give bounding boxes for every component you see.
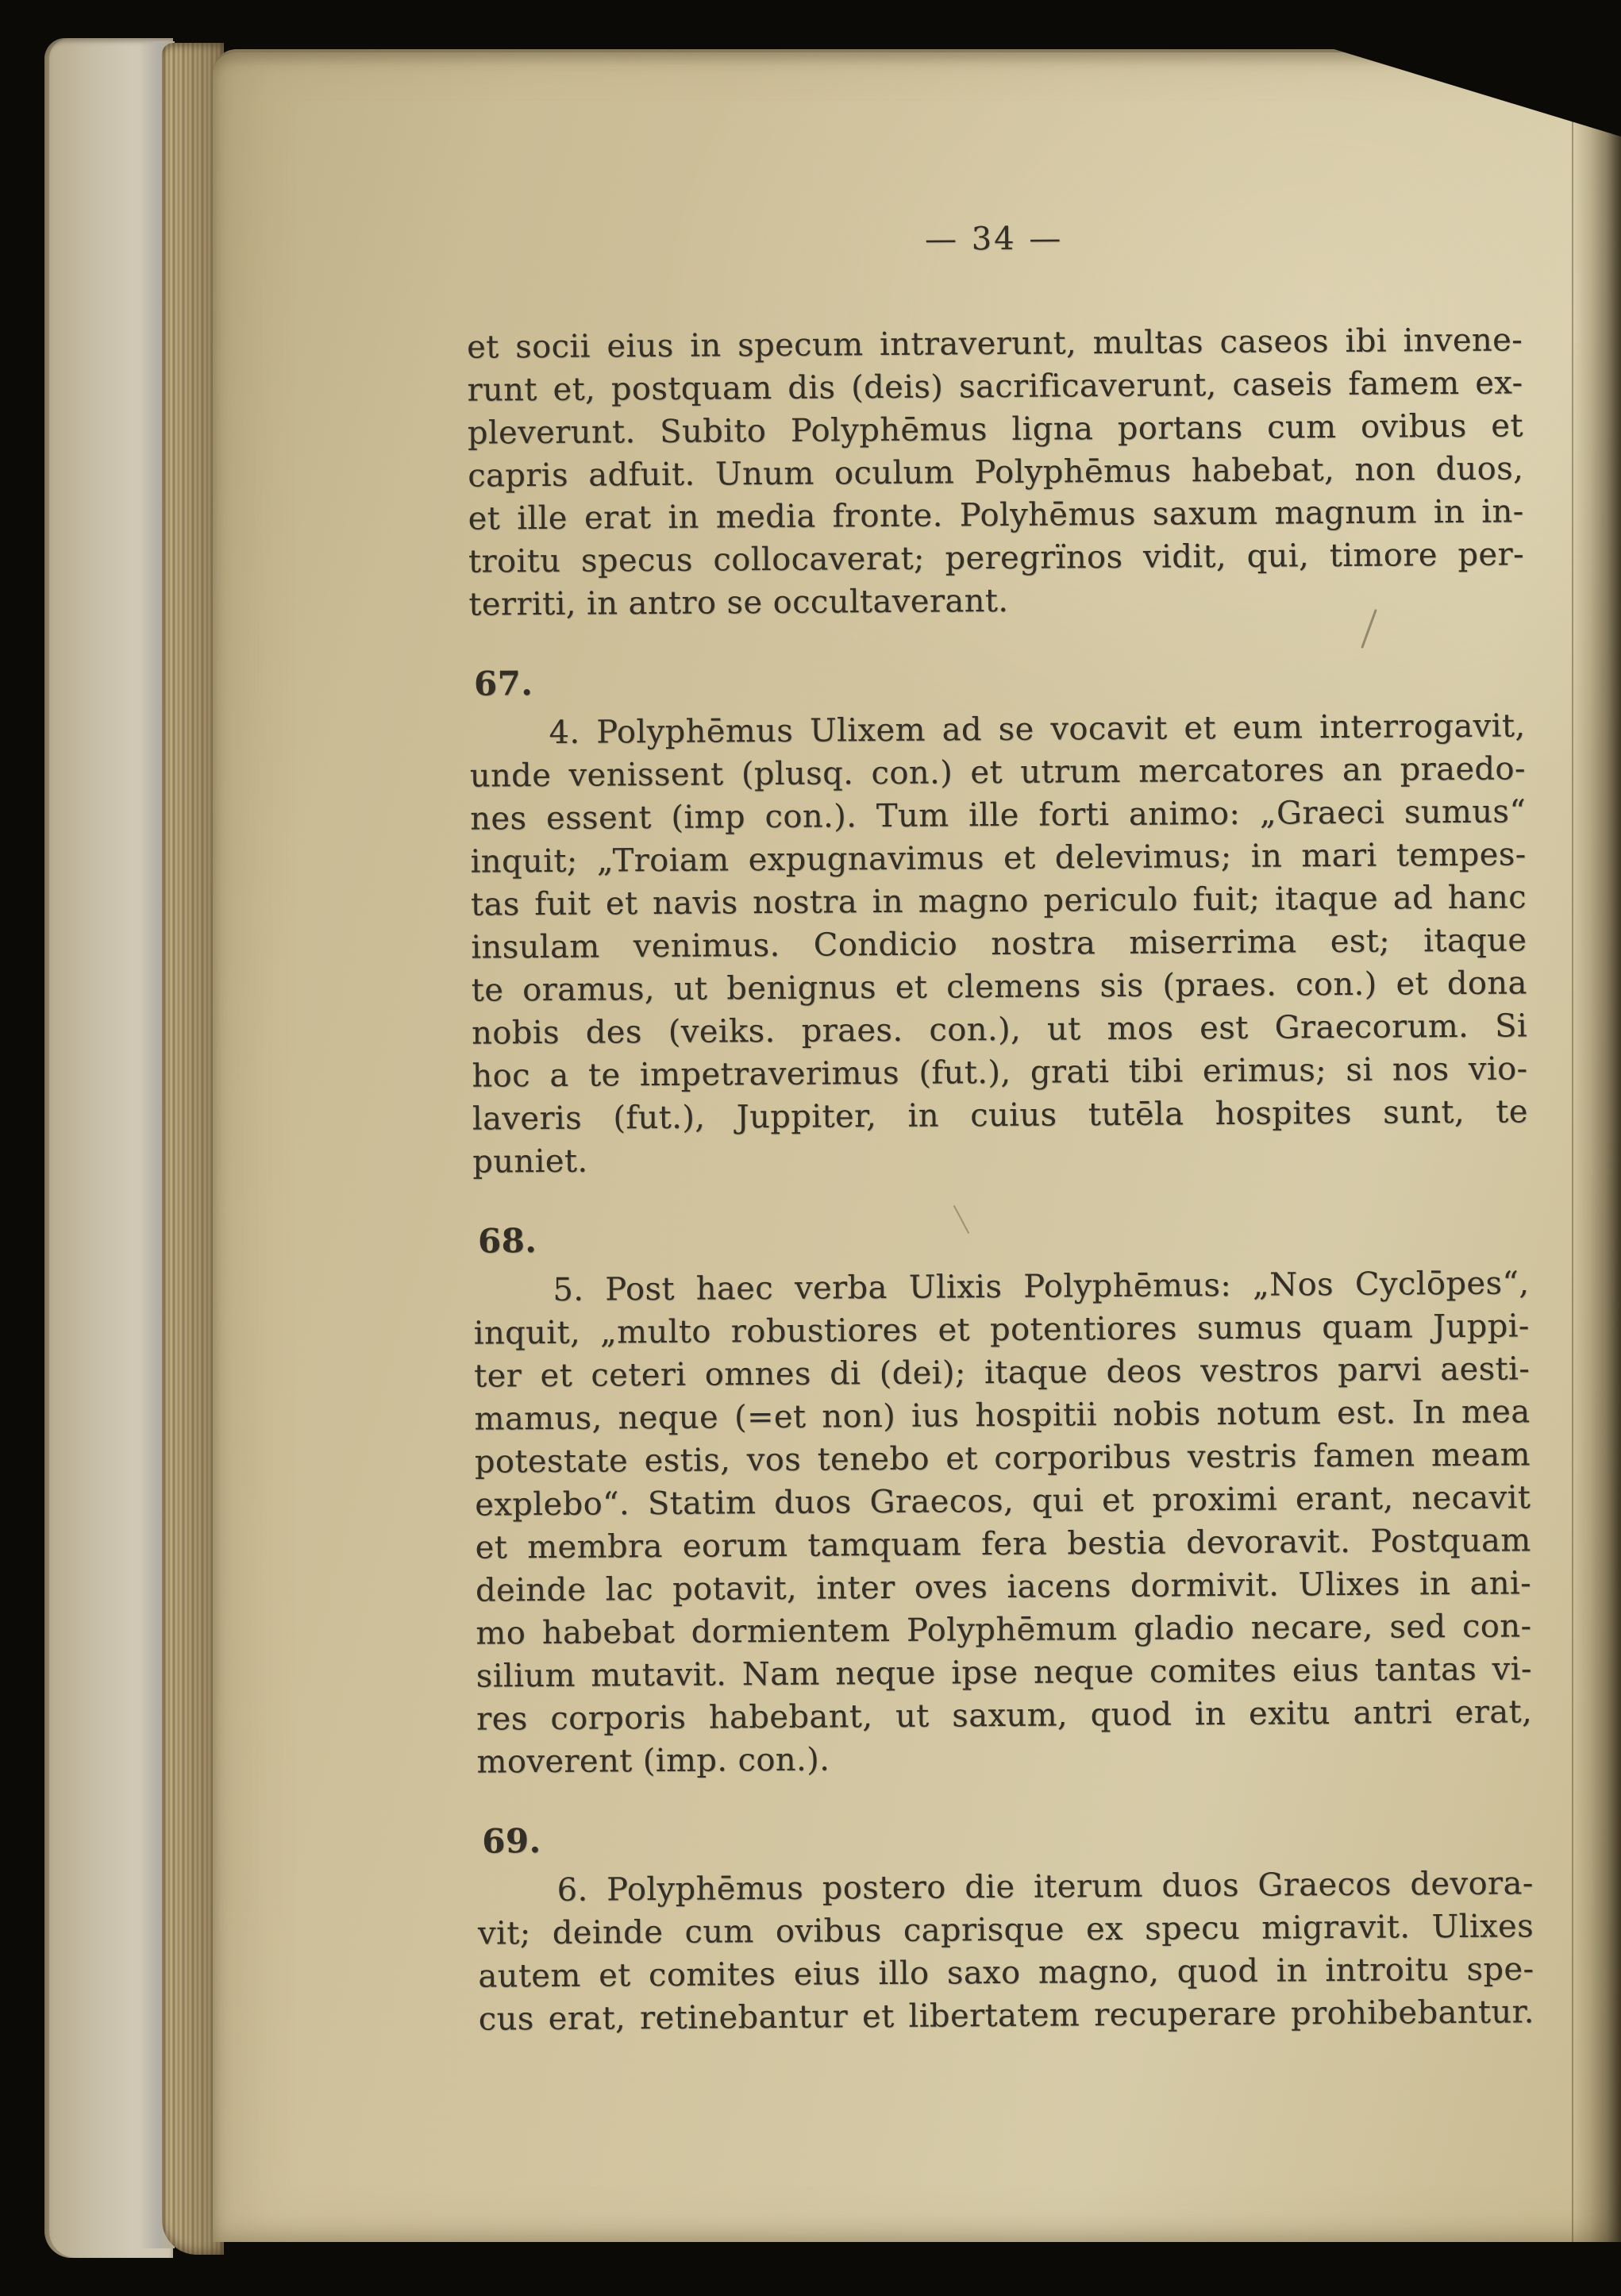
text-line: capris adfuit. Unum oculum Polyphēmus habebat, non duos, — [468, 450, 1524, 495]
paragraph — [478, 1862, 1534, 2040]
text-line: hoc a te impetraverimus (fut.), grati tibi erimus; si nos vio- — [472, 1050, 1528, 1095]
text-line: cus erat, retinebantur et libertatem recuperare prohibebantur. — [478, 1994, 1534, 2038]
text-line: nobis des (veiks. praes. con.), ut mos est Graecorum. Si — [471, 1007, 1528, 1052]
page-text — [466, 214, 1534, 2040]
text-line: potestate estis, vos tenebo et corporibus vestris famen meam — [474, 1436, 1531, 1481]
text-line: nes essent (imp con.). Tum ille forti animo: „Graeci sumus“ — [470, 793, 1527, 838]
text-line: inquit; „Troiam expugnavimus et delevimus; in mari tempes- — [470, 836, 1527, 880]
text-line: runt et, postquam dis (deis) sacrificaverunt, caseis famem ex- — [467, 364, 1523, 409]
text-line: moverent (imp. con.). — [476, 1741, 830, 1781]
text-line: mo habebat dormientem Polyphēmum gladio necare, sed con- — [476, 1608, 1532, 1652]
text-line: silium mutavit. Nam neque ipse neque comites eius tantas vi- — [476, 1651, 1532, 1695]
text-line: tas fuit et navis nostra in magno periculo fuit; itaque ad hanc — [470, 879, 1527, 923]
text-line: et ille erat in media fronte. Polyhēmus saxum magnum in in- — [468, 493, 1524, 537]
text-line: laveris (fut.), Juppiter, in cuius tutēla hospites sunt, te — [472, 1093, 1529, 1138]
section-number: 67. — [473, 664, 533, 703]
sections-container — [467, 318, 1534, 2040]
text-line: et socii eius in specum intraverunt, multas caseos ibi invene- — [466, 322, 1523, 366]
paragraph — [467, 318, 1525, 626]
paragraph — [473, 1262, 1532, 1783]
text-line: unde venissent (plusq. con.) et utrum mercatores an praedo- — [469, 750, 1527, 795]
page-fold-shadow — [1572, 110, 1621, 2242]
text-line: troitu specus collocaverat; peregrïnos vidit, qui, timore per- — [468, 536, 1525, 580]
book-page — [213, 49, 1621, 2242]
text-line: autem et comites eius illo saxo magno, quod in introitu spe- — [478, 1951, 1534, 1995]
text-line: territi, in antro se occultaverant. — [468, 582, 1009, 623]
text-line: puniet. — [472, 1142, 588, 1181]
text-line: ter et ceteri omnes di (dei); itaque deos vestros parvi aesti- — [474, 1350, 1531, 1395]
text-line: inquit, „multo robustiores et potentiores sumus quam Juppi- — [473, 1308, 1530, 1352]
text-line: deinde lac potavit, inter oves iacens dormivit. Ulixes in ani- — [475, 1565, 1532, 1609]
text-line: 5. Post haec verba Ulixis Polyphēmus: „Nos Cyclōpes“, — [553, 1265, 1530, 1308]
text-line: et membra eorum tamquam fera bestia devoravit. Postquam — [475, 1522, 1531, 1566]
text-line: pleverunt. Subito Polyphēmus ligna portans cum ovibus et — [467, 407, 1524, 452]
text-line: explebo“. Statim duos Graecos, qui et proximi erant, necavit — [475, 1479, 1531, 1524]
text-line: mamus, neque (=et non) ius hospitii nobis notum est. In mea — [474, 1393, 1531, 1438]
text-line: 6. Polyphēmus postero die iterum duos Graecos devora- — [556, 1865, 1534, 1909]
paragraph — [469, 704, 1528, 1183]
section-number: 68. — [477, 1221, 537, 1261]
text-line: insulam venimus. Condicio nostra miserrima est; itaque — [471, 922, 1527, 966]
text-line: te oramus, ut benignus et clemens sis (praes. con.) et dona — [471, 965, 1527, 1009]
section-number: 69. — [482, 1821, 541, 1861]
text-line: 4. Polyphēmus Ulixem ad se vocavit et eum interrogavit, — [549, 707, 1526, 751]
page-number: — 34 — — [924, 220, 1064, 258]
text-line: res corporis habebant, ut saxum, quod in exitu antri erat, — [476, 1693, 1533, 1738]
text-line: vit; deinde cum ovibus caprisque ex specu migravit. Ulixes — [477, 1908, 1534, 1952]
